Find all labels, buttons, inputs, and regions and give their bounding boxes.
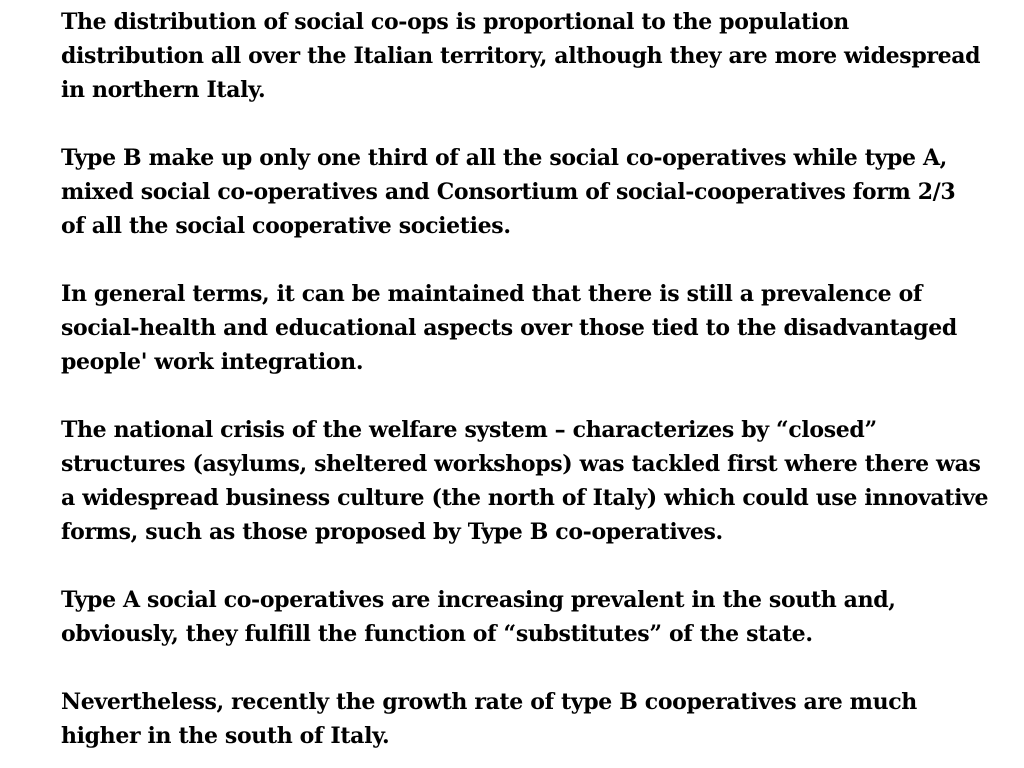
paragraph-welfare-crisis (61, 413, 1001, 549)
paragraph-growth-rate (61, 685, 1001, 753)
text-line: social-health and educational aspects over those tied to the disadvantaged (61, 315, 957, 341)
text-line: people' work integration. (61, 349, 364, 375)
text-line: In general terms, it can be maintained that there is still a prevalence of (61, 281, 923, 307)
text-line: obviously, they fulfill the function of “substitutes” of the state. (61, 621, 813, 647)
text-line: higher in the south of Italy. (61, 723, 390, 749)
text-line: in northern Italy. (61, 77, 266, 103)
text-line: of all the social cooperative societies. (61, 213, 511, 239)
text-line: Type A social co-operatives are increasing prevalent in the south and, (61, 587, 896, 613)
text-line: Type B make up only one third of all the social co-operatives while type A, (61, 145, 947, 171)
paragraph-general-terms (61, 277, 1001, 379)
paragraph-distribution (61, 5, 1001, 107)
text-line: a widespread business culture (the north of Italy) which could use innovative (61, 485, 989, 511)
text-line: Nevertheless, recently the growth rate of type B cooperatives are much (61, 689, 917, 715)
text-line: forms, such as those proposed by Type B co-operatives. (61, 519, 723, 545)
text-line: structures (asylums, sheltered workshops) was tackled first where there was (61, 451, 981, 477)
text-line: distribution all over the Italian territory, although they are more widespread (61, 43, 981, 69)
text-line: The distribution of social co-ops is proportional to the population (61, 9, 849, 35)
paragraph-type-a-south (61, 583, 1001, 651)
text-line: The national crisis of the welfare system – characterizes by “closed” (61, 417, 877, 443)
paragraph-type-b-share (61, 141, 1001, 243)
slide-body (61, 5, 1001, 753)
text-line: mixed social co-operatives and Consortium of social-cooperatives form 2/3 (61, 179, 956, 205)
